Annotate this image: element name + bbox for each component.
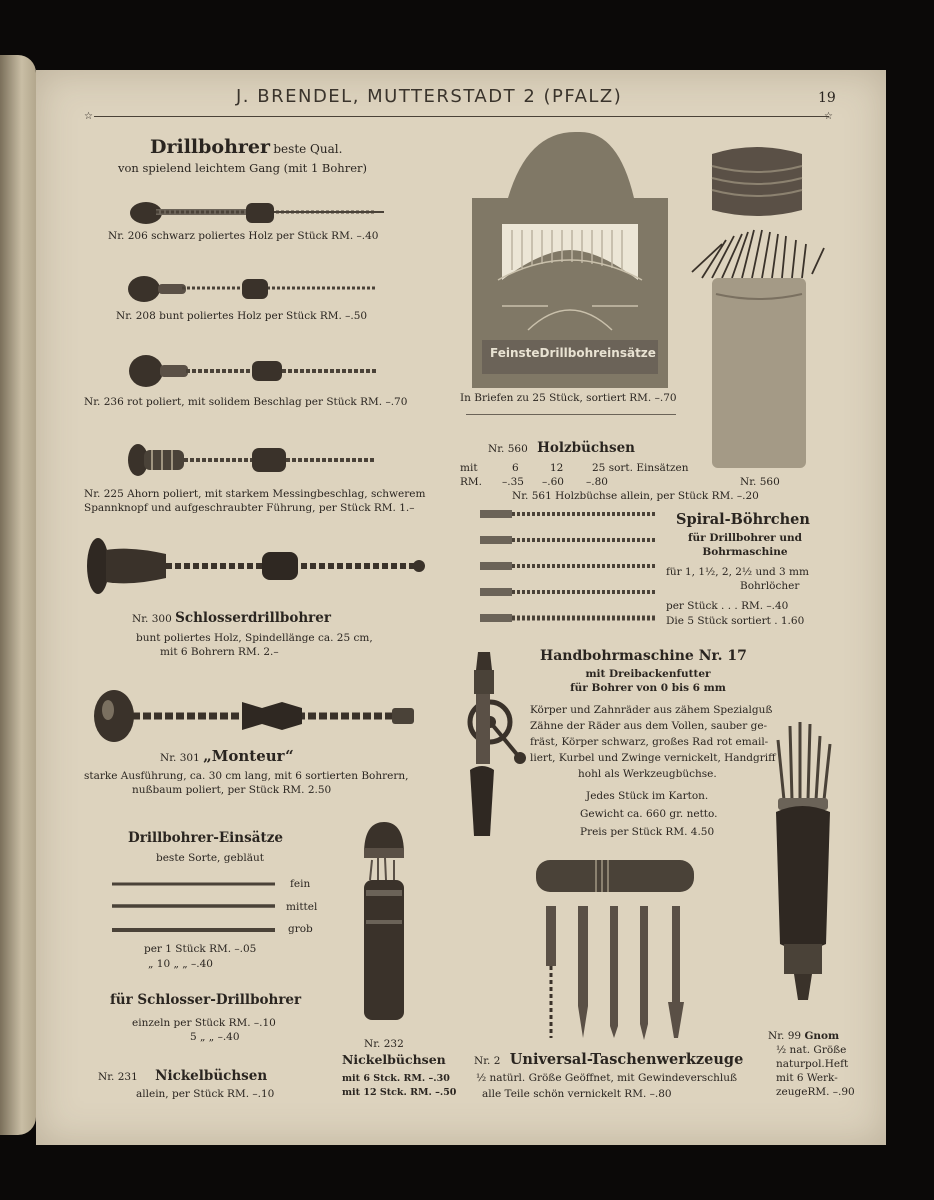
gnom-line2: naturpol.Heft <box>776 1058 849 1070</box>
schlosser-desc-line2: mit 6 Bohrern RM. 2.– <box>160 646 279 658</box>
drill-225-illustration <box>126 442 386 478</box>
star-ornament-left: ☆ <box>84 111 93 122</box>
drillbohrer-subheading: von spielend leichtem Gang (mit 1 Bohrer) <box>118 161 367 175</box>
holz-name: Holzbüchsen <box>537 440 635 456</box>
einsaetze-price2: „ 10 „ „ –.40 <box>148 958 213 970</box>
nickel232-line1: mit 6 Stck. RM. –.30 <box>342 1073 450 1084</box>
holz-count-6: 6 <box>512 462 519 474</box>
spiral-price1: per Stück . . . RM. –.40 <box>666 600 789 612</box>
drill-208-illustration <box>122 274 382 304</box>
einsaetze-sub: beste Sorte, gebläut <box>156 852 264 864</box>
schlosser-drill-heading: für Schlosser-Drillbohrer <box>110 992 302 1008</box>
einsaetze-heading: Drillbohrer-Einsätze <box>128 830 283 846</box>
schlosser-drill-price2: 5 „ „ –.40 <box>190 1031 240 1043</box>
handbohr-line3: fräst, Körper schwarz, großes Rad rot email- <box>530 736 769 748</box>
einsaetze-illustration <box>110 878 280 938</box>
drill-206-caption: Nr. 206 schwarz poliertes Holz per Stück RM. –.40 <box>108 230 379 242</box>
gnom-title-line <box>768 1030 839 1043</box>
booklet-spine <box>0 55 36 1135</box>
page-header-title: J. BRENDEL, MUTTERSTADT 2 (PFALZ) <box>236 86 623 107</box>
handbohr-line1: Körper und Zahnräder aus zähem Spezialguß <box>530 704 773 716</box>
handbohr-karton: Jedes Stück im Karton. <box>586 790 709 802</box>
holz-fig-label: Nr. 560 <box>740 476 780 488</box>
drill-225-caption-line1: Nr. 225 Ahorn poliert, mit starkem Messingbeschlag, schwerem <box>84 488 426 500</box>
holz-561-line: Nr. 561 Holzbüchse allein, per Stück RM. –.20 <box>512 490 759 502</box>
handbohr-heading: Handbohrmaschine Nr. 17 <box>540 648 747 664</box>
schlosser-nr: Nr. 300 <box>132 613 172 625</box>
nickel231-line: allein, per Stück RM. –.10 <box>136 1088 275 1100</box>
drillbohrer-quality: beste Qual. <box>273 142 343 156</box>
universal-illustration <box>532 856 698 1046</box>
einsaetze-label-grob: grob <box>288 923 313 935</box>
schlosser-drill-price1: einzeln per Stück RM. –.10 <box>132 1017 276 1029</box>
nickel232-line2: mit 12 Stck. RM. –.50 <box>342 1087 457 1098</box>
holz-mit-label: mit <box>460 462 478 474</box>
einsaetze-label-mittel: mittel <box>286 901 318 913</box>
drill-236-illustration <box>126 353 386 389</box>
handbohr-line5: hohl als Werkzeugbüchse. <box>578 768 717 780</box>
nickel231-nr: Nr. 231 <box>98 1071 138 1083</box>
holz-count-12: 12 <box>550 462 564 474</box>
universal-title-line <box>474 1053 743 1068</box>
handbohr-line4: liert, Kurbel und Zwinge vernickelt, Handgriff <box>530 752 776 764</box>
holz-price-25: –.80 <box>586 476 608 488</box>
gnom-name: Gnom <box>804 1030 840 1042</box>
holz-price-6: –.35 <box>502 476 524 488</box>
holz-nr: Nr. 560 <box>488 443 528 455</box>
star-ornament-right: ☆ <box>824 111 833 122</box>
nickel232-name: Nickelbüchsen <box>342 1052 446 1067</box>
universal-nr: Nr. 2 <box>474 1055 501 1067</box>
gnom-illustration <box>764 720 844 1020</box>
handbohr-sub1: mit Dreibackenfutter <box>585 668 711 680</box>
monteur-desc-line2: nußbaum poliert, per Stück RM. 2.50 <box>132 784 332 796</box>
page-number: 19 <box>818 90 836 106</box>
spiral-heading: Spiral-Böhrchen <box>676 511 810 528</box>
spiral-sizes2: Bohrlöcher <box>740 580 800 592</box>
monteur-name: „Monteur“ <box>203 747 294 765</box>
nickel232-nr: Nr. 232 <box>364 1038 404 1050</box>
briefe-caption: In Briefen zu 25 Stück, sortiert RM. –.70 <box>460 392 677 404</box>
drillbohrer-heading <box>150 136 342 161</box>
gnom-line4: zeugeRM. –.90 <box>776 1086 855 1098</box>
schlosser-name: Schlosserdrillbohrer <box>175 610 331 626</box>
schlosser-title-line <box>132 612 331 626</box>
drill-206-illustration <box>126 198 386 228</box>
universal-name: Universal-Taschenwerkzeuge <box>509 1051 744 1068</box>
handbohr-preis: Preis per Stück RM. 4.50 <box>580 826 715 838</box>
universal-line2: alle Teile schön vernickelt RM. –.80 <box>482 1088 672 1100</box>
handbohr-sub2: für Bohrer von 0 bis 6 mm <box>570 682 726 694</box>
monteur-nr: Nr. 301 <box>160 752 200 764</box>
gnom-line3: mit 6 Werk- <box>776 1072 838 1084</box>
drill-208-caption: Nr. 208 bunt poliertes Holz per Stück RM. –.50 <box>116 310 368 322</box>
spiral-price2: Die 5 Stück sortiert . 1.60 <box>666 615 805 627</box>
drillbohrer-title: Drillbohrer <box>150 136 271 158</box>
briefe-box-text: FeinsteDrillbohreinsätze <box>490 346 656 360</box>
holz-count-25: 25 sort. Einsätzen <box>592 462 689 474</box>
spiral-sub2: Bohrmaschine <box>702 546 788 558</box>
holz-rm-label: RM. <box>460 476 482 488</box>
holzbuechse-illustration <box>682 144 832 474</box>
header-rule <box>94 116 829 117</box>
handbohr-gewicht: Gewicht ca. 660 gr. netto. <box>580 808 718 820</box>
monteur-title-line <box>160 747 294 765</box>
briefe-rule <box>466 414 676 415</box>
holz-title-line <box>488 442 635 456</box>
spiral-illustration <box>478 506 660 636</box>
schlosser-desc-line1: bunt poliertes Holz, Spindellänge ca. 25 cm, <box>136 632 373 644</box>
drill-301-illustration <box>92 686 422 746</box>
drill-236-caption: Nr. 236 rot poliert, mit solidem Beschlag per Stück RM. –.70 <box>84 396 408 408</box>
holz-price-12: –.60 <box>542 476 564 488</box>
handbohr-line2: Zähne der Räder aus dem Vollen, sauber ge- <box>530 720 768 732</box>
gnom-nr: Nr. 99 <box>768 1030 802 1042</box>
spiral-sub1: für Drillbohrer und <box>688 532 802 544</box>
einsaetze-price1: per 1 Stück RM. –.05 <box>144 943 257 955</box>
catalog-page <box>36 70 886 1145</box>
nickel231-name: Nickelbüchsen <box>155 1068 268 1084</box>
nickel232-illustration <box>360 820 408 1030</box>
gnom-line1: ½ nat. Größe <box>776 1044 847 1056</box>
drill-300-illustration <box>86 538 426 598</box>
handbohr-illustration <box>464 650 528 840</box>
einsaetze-label-fein: fein <box>290 878 311 890</box>
drill-225-caption-line2: Spannknopf und aufgeschraubter Führung, per Stück RM. 1.– <box>84 502 415 514</box>
nickel231-title-line <box>98 1070 267 1084</box>
monteur-desc-line1: starke Ausführung, ca. 30 cm lang, mit 6 sortierten Bohrern, <box>84 770 409 782</box>
universal-line1: ½ natürl. Größe Geöffnet, mit Gewindeverschluß <box>476 1072 737 1084</box>
spiral-sizes: für 1, 1½, 2, 2½ und 3 mm <box>666 566 809 578</box>
